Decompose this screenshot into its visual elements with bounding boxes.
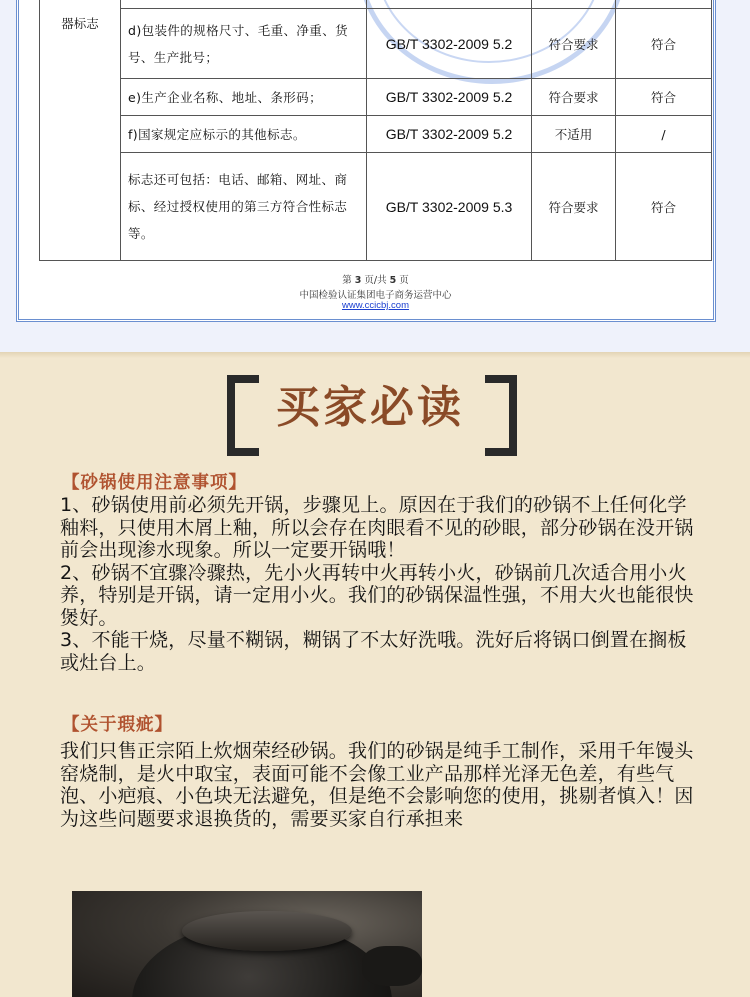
category-cell: 器标志 <box>40 0 121 261</box>
requirement-cell: 标志还可包括：电话、邮箱、网址、商标、经过授权使用的第三方符合性标志等。 <box>121 153 367 261</box>
conclusion-cell: 符合 <box>616 153 712 261</box>
pot-lid-image <box>182 911 352 951</box>
defects-text: 我们只售正宗陌上炊烟荣经砂锅。我们的砂锅是纯手工制作，采用千年馒头窑烧制，是火中取宝，表面可能不会像工业产品那样光泽无色差，有些气泡、小疤痕、小色块无法避免，但是绝不会影响您的使用，挑剔者慎入！因为这些问题要求退换货的，需要买家自行承担来 <box>60 740 694 830</box>
table-row <box>40 0 712 9</box>
table-row <box>40 9 712 79</box>
section-divider <box>0 352 750 358</box>
table-row <box>40 79 712 116</box>
page-number: 第 3 页/共 5 页 <box>342 275 409 286</box>
certificate-page <box>0 0 750 352</box>
defects-heading: 【关于瑕疵】 <box>62 715 173 735</box>
conclusion-cell: / <box>616 116 712 153</box>
issuing-organization: 中国检验认证集团电子商务运营中心 <box>299 290 452 301</box>
usage-notes-heading: 【砂锅使用注意事项】 <box>62 473 247 493</box>
requirement-cell: d)包装件的规格尺寸、毛重、净重、货号、生产批号； <box>121 9 367 79</box>
inspection-table <box>39 0 712 261</box>
pot-handle-image <box>362 946 422 986</box>
conclusion-cell: 符合 <box>616 79 712 116</box>
result-cell: 不适用 <box>532 116 616 153</box>
standard-cell: GB/T 3302-2009 5.2 <box>367 116 532 153</box>
result-cell: 符合要求 <box>532 79 616 116</box>
usage-notes-text <box>60 494 700 674</box>
standard-cell: GB/T 3302-2009 5.2 <box>367 9 532 79</box>
standard-cell: GB/T 3302-2009 5.3 <box>367 153 532 261</box>
table-row <box>40 116 712 153</box>
notice-title: 买家必读 <box>276 382 464 433</box>
certificate-frame <box>16 0 716 322</box>
conclusion-cell: 符合 <box>616 9 712 79</box>
result-cell: 符合要求 <box>532 153 616 261</box>
requirement-cell: e)生产企业名称、地址、条形码； <box>121 79 367 116</box>
result-cell: 符合要求 <box>532 9 616 79</box>
usage-note-1: 1、砂锅使用前必须先开锅，步骤见上。原因在于我们的砂锅不上任何化学釉料，只使用木屑上釉，所以会存在肉眼看不见的砂眼，部分砂锅在没开锅前会出现渗水现象。所以一定要开锅哦！ <box>60 494 694 561</box>
standard-cell: GB/T 3302-2009 5.2 <box>367 79 532 116</box>
table-row <box>40 153 712 261</box>
usage-note-2: 2、砂锅不宜骤冷骤热，先小火再转中火再转小火，砂锅前几次适合用小火养，特别是开锅，请一定用小火。我们的砂锅保温性强，不用大火也能很快煲好。 <box>60 561 694 629</box>
organization-url-link[interactable]: www.ccicbj.com <box>341 300 410 311</box>
clay-pot-photo <box>72 891 422 997</box>
requirement-cell: f)国家规定应标示的其他标志。 <box>121 116 367 153</box>
title-bracket-right <box>485 375 517 456</box>
usage-note-3: 3、不能干烧，尽量不糊锅，糊锅了不太好洗哦。洗好后将锅口倒置在搁板或灶台上。 <box>60 629 687 674</box>
